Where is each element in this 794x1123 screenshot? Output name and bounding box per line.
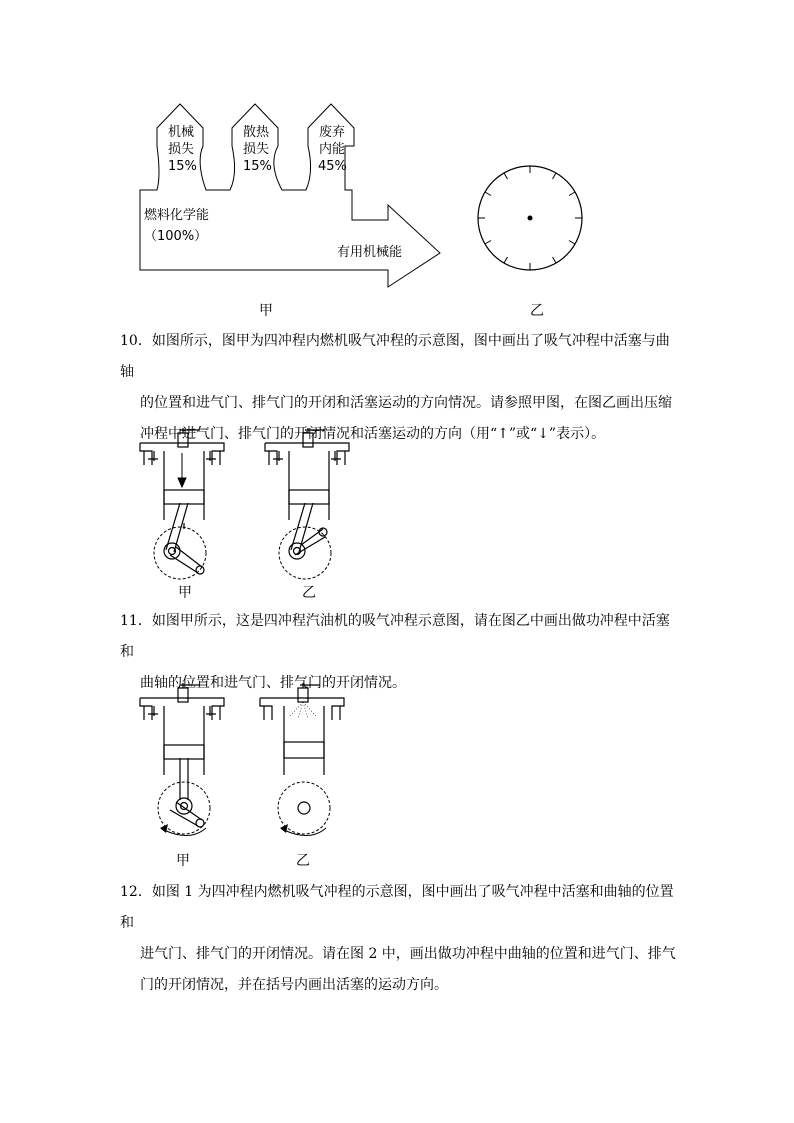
clock-tick xyxy=(553,257,557,263)
mech-loss-label: 机械 损失 15% xyxy=(168,125,197,174)
caption-jia-2: 甲 xyxy=(178,585,192,601)
caption-jia-3: 甲 xyxy=(176,853,190,869)
caption-yi-3: 乙 xyxy=(296,853,310,869)
heat-loss-label: 散热 损失 15% xyxy=(243,125,272,174)
clock-tick xyxy=(569,192,575,196)
clock-tick xyxy=(569,241,575,245)
clock-tick xyxy=(485,241,491,245)
engine-diagram-q11-yi xyxy=(260,680,350,845)
clock-tick xyxy=(504,173,508,179)
caption-jia-1: 甲 xyxy=(259,303,273,319)
waste-energy-label: 废弃 内能 45% xyxy=(318,125,347,174)
useful-energy-label: 有用机械能 xyxy=(337,245,403,260)
question-11: 11．如图甲所示，这是四冲程汽油机的吸气冲程示意图，请在图乙中画出做功冲程中活塞和 曲轴的位置和进气门、排气门的开闭情况。 xyxy=(120,613,670,691)
engine-diagram-q11-jia xyxy=(140,680,230,845)
engine-diagram-q10-jia xyxy=(140,425,230,580)
caption-yi-1: 乙 xyxy=(530,303,544,319)
clock-tick xyxy=(485,192,491,196)
clock-face xyxy=(478,166,582,270)
question-10: 10．如图所示，图甲为四冲程内燃机吸气冲程的示意图，图中画出了吸气冲程中活塞与曲轴 的位置和进气门、排气门的开闭和活塞运动的方向情况。请参照甲图，在图乙画出压缩 冲程中进气门、排气门的开闭情况和活塞运动的方向（用“↑”或“↓”表示）。 xyxy=(120,333,672,442)
fuel-energy-label: 燃料化学能 （100%） xyxy=(144,208,210,244)
caption-yi-2: 乙 xyxy=(302,585,316,601)
engine-diagram-q10-yi xyxy=(265,425,355,580)
clock-tick xyxy=(553,173,557,179)
energy-flow-diagram xyxy=(0,0,794,330)
clock-tick xyxy=(504,257,508,263)
question-12: 12．如图 1 为四冲程内燃机吸气冲程的示意图，图中画出了吸气冲程中活塞和曲轴的位置和 进气门、排气门的开闭情况。请在图 2 中，画出做功冲程中曲轴的位置和进气门、排气 门的开闭情况，并在括号内画出活塞的运动方向。 xyxy=(120,884,676,993)
